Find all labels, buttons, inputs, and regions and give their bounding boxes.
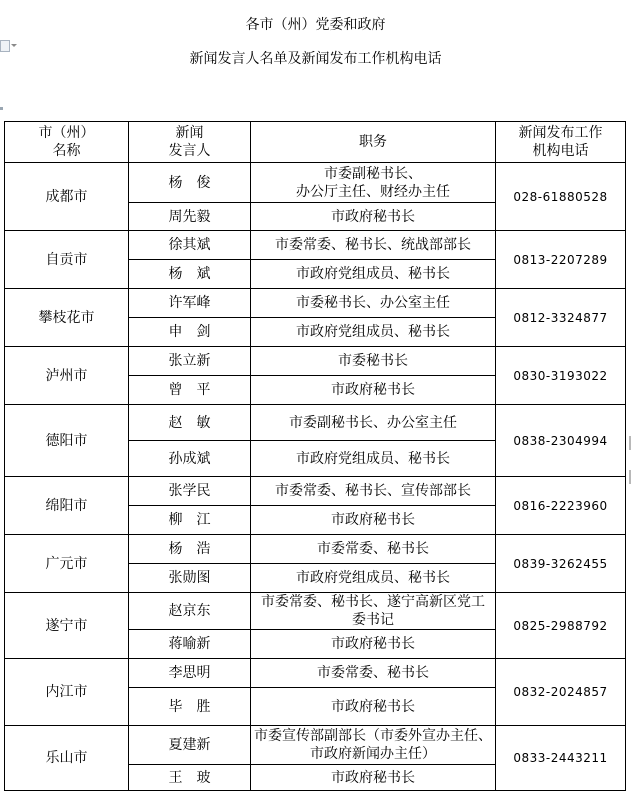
- table-row: [5, 535, 626, 564]
- table-header-row: [5, 122, 626, 163]
- header-city-line1: 市（州）: [38, 125, 95, 141]
- spokesperson-name: 张学民: [129, 477, 251, 506]
- phone-number: 0830-3193022: [496, 347, 626, 405]
- position-line: 市政府党组成员、秘书长: [296, 324, 450, 340]
- city-name: 攀枝花市: [5, 289, 129, 347]
- phone-number: 0839-3262455: [496, 535, 626, 593]
- position-cell: [251, 630, 496, 659]
- table-anchor-icon: [0, 107, 3, 110]
- position-cell: [251, 688, 496, 726]
- spokesperson-name: 毕 胜: [129, 688, 251, 726]
- position-line: 办公厅主任、财经办主任: [296, 183, 450, 200]
- table-row: [5, 347, 626, 376]
- position-cell: [251, 231, 496, 260]
- position-line: 市委常委、秘书长: [317, 665, 429, 681]
- position-cell: [251, 289, 496, 318]
- city-name: 内江市: [5, 659, 129, 726]
- position-cell: [251, 260, 496, 289]
- table-row: [5, 659, 626, 688]
- spokesperson-name: 张勋图: [129, 564, 251, 593]
- header-phone-line2: 机构电话: [532, 143, 589, 159]
- position-cell: [251, 535, 496, 564]
- position-line: 市委常委、秘书长、宣传部部长: [275, 483, 471, 499]
- spokesperson-name: 李思明: [129, 659, 251, 688]
- header-spokesperson: [129, 122, 251, 163]
- spokesperson-name: 赵京东: [129, 593, 251, 630]
- header-city-line2: 名称: [52, 143, 81, 159]
- position-line: 市委秘书长: [338, 353, 408, 369]
- position-line: 市政府秘书长: [331, 382, 415, 398]
- spokesperson-name: 张立新: [129, 347, 251, 376]
- city-name: 绵阳市: [5, 477, 129, 535]
- position-cell: [251, 405, 496, 441]
- header-spokesperson-line2: 发言人: [168, 143, 211, 159]
- city-name: 泸州市: [5, 347, 129, 405]
- phone-number: 0832-2024857: [496, 659, 626, 726]
- position-cell: [251, 726, 496, 765]
- position-line: 市政府秘书长: [331, 208, 415, 225]
- position-line: 市委常委、秘书长、遂宁高新区党工: [261, 594, 485, 610]
- position-line: 市委副秘书长、: [324, 165, 422, 182]
- position-line: 市政府秘书长: [331, 512, 415, 528]
- position-line: 市政府党组成员、秘书长: [296, 450, 450, 467]
- spokesperson-name: 杨 斌: [129, 260, 251, 289]
- position-cell: [251, 203, 496, 231]
- position-line: 市政府党组成员、秘书长: [296, 570, 450, 586]
- spokesperson-name: 周先毅: [129, 203, 251, 231]
- spokesperson-name: 夏建新: [129, 726, 251, 765]
- spokesperson-name: 孙成斌: [129, 441, 251, 477]
- phone-number: 028-61880528: [496, 163, 626, 231]
- header-position: 职务: [251, 122, 496, 163]
- spokesperson-name: 王 玻: [129, 765, 251, 791]
- spokesperson-name: 赵 敏: [129, 405, 251, 441]
- spokesperson-name: 申 剑: [129, 318, 251, 347]
- position-cell: [251, 318, 496, 347]
- phone-number: 0838-2304994: [496, 405, 626, 477]
- city-name: 自贡市: [5, 231, 129, 289]
- phone-number: 0825-2988792: [496, 593, 626, 659]
- table-row: [5, 593, 626, 630]
- position-line: 市政府秘书长: [331, 636, 415, 652]
- document-title: 各市（州）党委和政府: [245, 17, 386, 33]
- document-icon[interactable]: [0, 40, 12, 52]
- city-name: 德阳市: [5, 405, 129, 477]
- spokesperson-name: 杨 浩: [129, 535, 251, 564]
- position-line: 市委常委、秘书长: [317, 541, 429, 557]
- phone-number: 0816-2223960: [496, 477, 626, 535]
- position-cell: [251, 765, 496, 791]
- position-cell: [251, 477, 496, 506]
- city-name: 遂宁市: [5, 593, 129, 659]
- phone-number: 0813-2207289: [496, 231, 626, 289]
- table-row: [5, 726, 626, 765]
- table-row: [5, 163, 626, 203]
- position-line: 市政府秘书长: [331, 698, 415, 715]
- spokesperson-name: 许军峰: [129, 289, 251, 318]
- spokesperson-table: [4, 121, 626, 791]
- spokesperson-name: 柳 江: [129, 506, 251, 535]
- document-subtitle: 新闻发言人名单及新闻发布工作机构电话: [189, 51, 442, 67]
- position-cell: [251, 376, 496, 405]
- header-phone: [496, 122, 626, 163]
- header-city: [5, 122, 129, 163]
- table-row: [5, 477, 626, 506]
- header-phone-line1: 新闻发布工作: [518, 125, 603, 141]
- position-line: 市政府党组成员、秘书长: [296, 266, 450, 282]
- position-line: 市委副秘书长、办公室主任: [289, 414, 457, 431]
- table-row: [5, 289, 626, 318]
- city-name: 广元市: [5, 535, 129, 593]
- header-spokesperson-line1: 新闻: [175, 125, 204, 141]
- city-name: 成都市: [5, 163, 129, 231]
- table-row: [5, 405, 626, 441]
- city-name: 乐山市: [5, 726, 129, 791]
- phone-number: 0812-3324877: [496, 289, 626, 347]
- position-cell: [251, 163, 496, 203]
- position-cell: [251, 441, 496, 477]
- spokesperson-name: 徐其斌: [129, 231, 251, 260]
- position-line: 市政府新闻办主任）: [310, 746, 436, 762]
- position-line: 市政府秘书长: [331, 769, 415, 786]
- phone-number: 0833-2443211: [496, 726, 626, 791]
- position-cell: [251, 347, 496, 376]
- position-line: 市委秘书长、办公室主任: [296, 295, 450, 311]
- position-cell: [251, 564, 496, 593]
- position-cell: [251, 506, 496, 535]
- position-cell: [251, 659, 496, 688]
- position-line: 市委常委、秘书长、统战部部长: [275, 237, 471, 253]
- spokesperson-name: 蒋喻新: [129, 630, 251, 659]
- spokesperson-name: 曾 平: [129, 376, 251, 405]
- spokesperson-name: 杨 俊: [129, 163, 251, 203]
- position-line: 市委宣传部副部长（市委外宣办主任、: [254, 728, 492, 744]
- table-row: [5, 231, 626, 260]
- position-line: 委书记: [352, 612, 394, 628]
- position-cell: [251, 593, 496, 630]
